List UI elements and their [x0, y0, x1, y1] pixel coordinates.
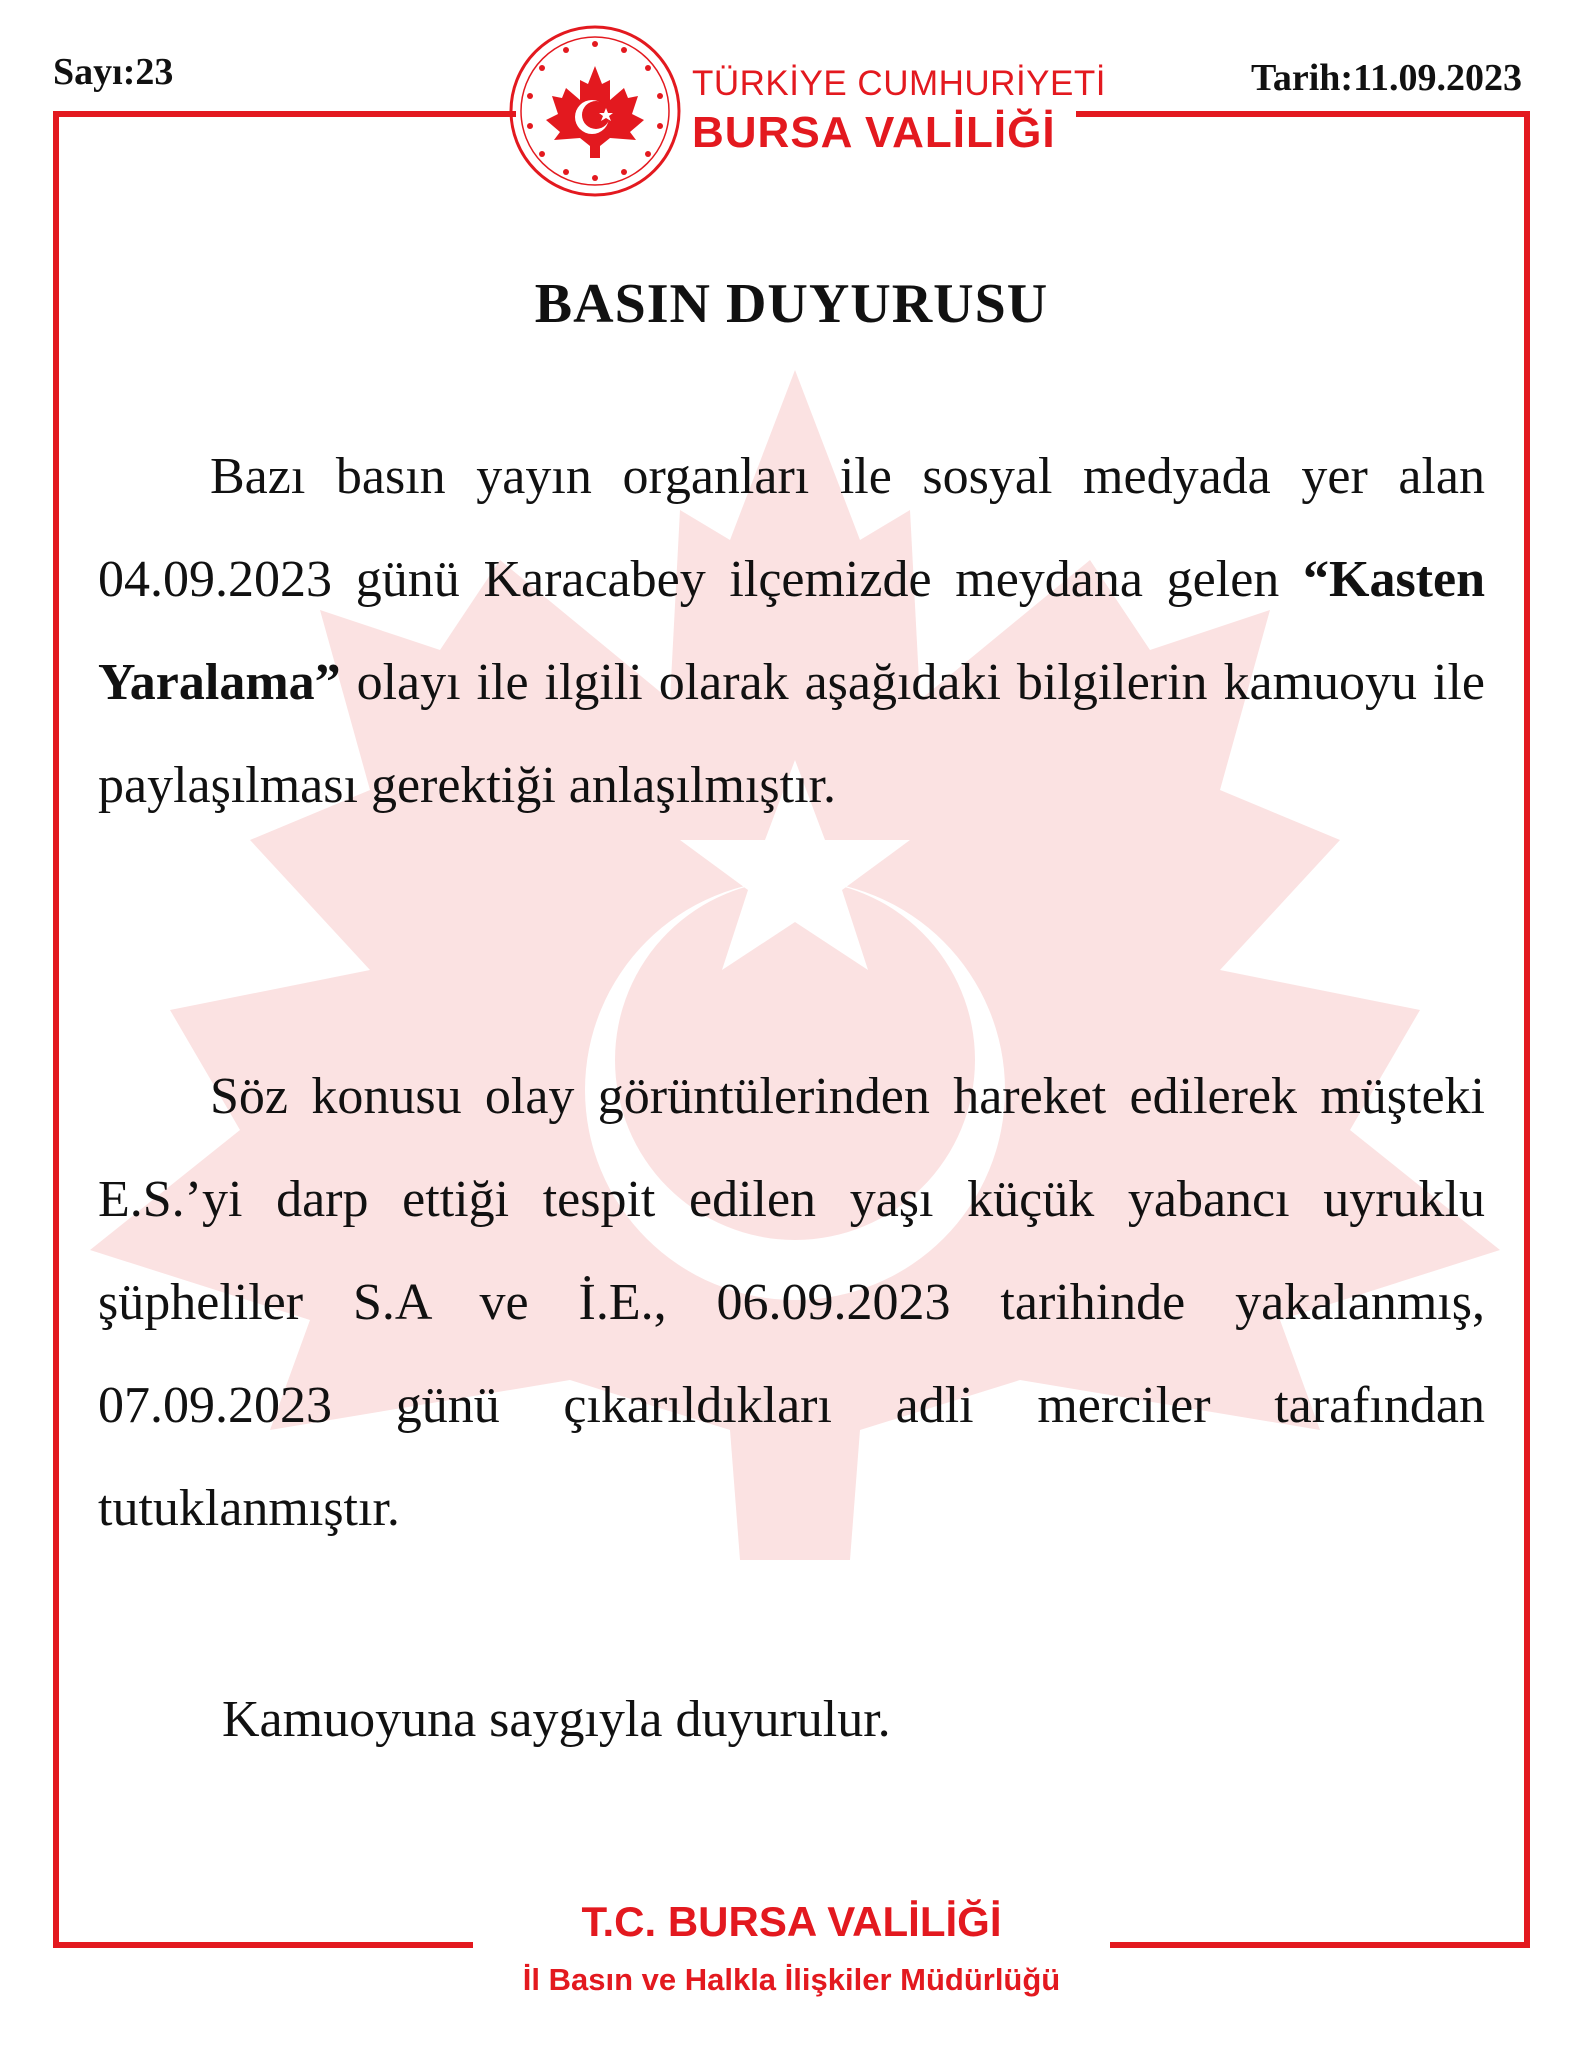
closing-line: Kamuoyuna saygıyla duyurulur. — [222, 1691, 891, 1748]
footer-department: İl Basın ve Halkla İlişkiler Müdürlüğü — [522, 1962, 1061, 1997]
org-name-line2: BURSA VALİLİĞİ — [692, 108, 1056, 157]
footer-org: T.C. BURSA VALİLİĞİ — [581, 1898, 1002, 1945]
paragraph-1 — [98, 425, 1485, 837]
frame-top-left — [53, 111, 516, 117]
frame-top-right — [1076, 111, 1530, 117]
paragraph-1-after: olayı ile ilgili olarak aşağıdaki bilgilerin kamuoyu ile paylaşılması gerektiği anlaşılmıştır. — [98, 654, 1485, 814]
paragraph-2-text: Söz konusu olay görüntülerinden hareket edilerek müşteki E.S.’yi darp ettiği tespit edilen yaşı küçük yabancı uyruklu şüpheliler S.A ve İ.E., 06.09.2023 tarihinde yakalanmış, 07.09.2023 günü çıkarıldıkları adli merciler tarafından tutuklanmıştır. — [98, 1068, 1485, 1537]
turkish-emblem-icon — [506, 22, 684, 200]
paragraph-1-before: Bazı basın yayın organları ile sosyal medyada yer alan 04.09.2023 günü Karacabey ilçemizde meydana gelen — [98, 448, 1485, 608]
frame-right — [1524, 111, 1530, 1948]
org-name-line1: TÜRKİYE CUMHURİYETİ — [692, 64, 1106, 103]
document-title: BASIN DUYURUSU — [534, 273, 1049, 335]
document-number: Sayı:23 — [53, 51, 174, 93]
document-date: Tarih:11.09.2023 — [1251, 57, 1522, 99]
paragraph-1-emphasis: “Kasten Yaralama” — [98, 551, 1485, 711]
frame-left — [53, 111, 59, 1948]
paragraph-2 — [98, 1045, 1485, 1560]
